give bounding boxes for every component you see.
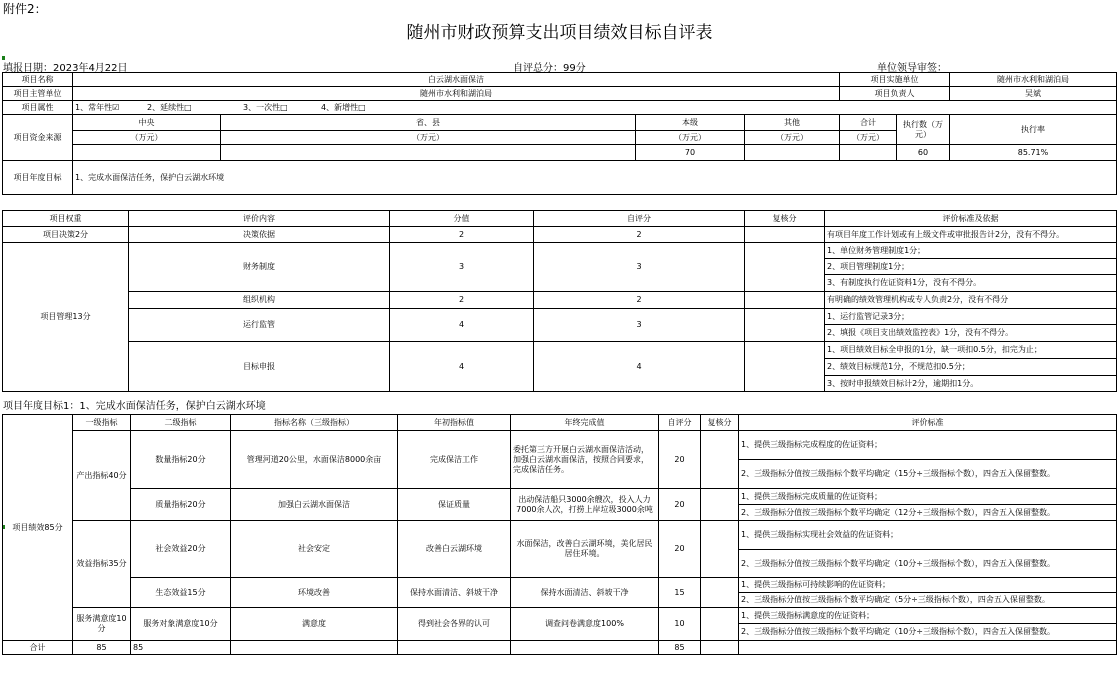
exec-value: 60 <box>897 145 950 161</box>
total-value <box>840 145 897 161</box>
qty-score: 20 <box>659 431 701 489</box>
central-header: 中央 <box>73 115 221 131</box>
fill-date: 填报日期：2023年4月22日 <box>3 63 128 74</box>
col-level3: 指标名称（三级指标） <box>231 415 398 431</box>
unit-label: （万元） <box>636 131 745 145</box>
total-score: 自评总分：99分 <box>513 63 586 74</box>
unit-label: （万元） <box>221 131 636 145</box>
service-label: 服务满意度10分 <box>73 608 131 641</box>
eco-name: 环境改善 <box>231 578 398 608</box>
output-label: 产出指标40分 <box>73 431 131 521</box>
attr-label: 项目属性 <box>3 101 73 115</box>
total-empty <box>398 641 511 655</box>
target-review <box>745 342 825 392</box>
qty-init: 完成保洁工作 <box>398 431 511 489</box>
qual-score: 20 <box>659 489 701 521</box>
col-level2: 二级指标 <box>131 415 231 431</box>
sat-init: 得到社会各界的认可 <box>398 608 511 641</box>
col-init: 年初指标值 <box>398 415 511 431</box>
finance-item: 财务制度 <box>129 243 390 292</box>
qual-label: 质量指标20分 <box>131 489 231 521</box>
qty-standard: 2、三级指标分值按三级指标个数平均确定（15分÷三级指标个数），四舍五入保留整数。 <box>739 460 1117 489</box>
target-score: 4 <box>390 342 534 392</box>
other-value <box>745 145 840 161</box>
local-header: 本级 <box>636 115 745 131</box>
col-standard: 评价标准及依据 <box>825 211 1117 227</box>
mgmt-label: 项目管理13分 <box>3 243 129 392</box>
eco-review <box>701 578 739 608</box>
eco-label: 生态效益15分 <box>131 578 231 608</box>
goal-label: 项目年度目标 <box>3 161 73 195</box>
qual-init: 保证质量 <box>398 489 511 521</box>
eco-standard: 1、提供三级指标可持续影响的佐证资料； <box>739 578 1117 593</box>
org-score: 2 <box>390 292 534 309</box>
eco-init: 保持水面清洁、斜坡干净 <box>398 578 511 608</box>
col-standard: 评价标准 <box>739 415 1117 431</box>
monitor-score: 4 <box>390 309 534 342</box>
col-content: 评价内容 <box>129 211 390 227</box>
total-empty <box>511 641 659 655</box>
page-title: 随州市财政预算支出项目绩效目标自评表 <box>406 23 713 43</box>
total-header: 合计 <box>840 115 897 131</box>
monitor-self: 3 <box>534 309 745 342</box>
leader-label: 项目负责人 <box>840 87 950 101</box>
target-item: 目标申报 <box>129 342 390 392</box>
monitor-standard: 1、运行监管记录3分； <box>825 309 1117 325</box>
org-self: 2 <box>534 292 745 309</box>
sat-name: 满意度 <box>231 608 398 641</box>
project-name: 白云湖水面保洁 <box>73 73 840 87</box>
finance-self: 3 <box>534 243 745 292</box>
exec-count-header: 执行数（万元） <box>897 115 950 145</box>
social-score: 20 <box>659 521 701 578</box>
finance-score: 3 <box>390 243 534 292</box>
local-value: 70 <box>636 145 745 161</box>
sat-final: 调查问卷满意度100% <box>511 608 659 641</box>
province-header: 省、县 <box>221 115 636 131</box>
unit-label: （万元） <box>73 131 221 145</box>
qual-review <box>701 489 739 521</box>
total-empty <box>739 641 1117 655</box>
social-standard: 2、三级指标分值按三级指标个数平均确定（10分÷三级指标个数），四舍五入保留整数。 <box>739 550 1117 578</box>
annex-label: 附件2： <box>3 2 47 16</box>
total-level2: 85 <box>131 641 231 655</box>
col-self: 自评分 <box>659 415 701 431</box>
col-review: 复核分 <box>701 415 739 431</box>
total-empty <box>231 641 398 655</box>
finance-standard: 1、单位财务管理制度1分； <box>825 243 1117 259</box>
unit-label: （万元） <box>745 131 840 145</box>
decision-item: 决策依据 <box>129 227 390 243</box>
dept: 随州市水利和湖泊局 <box>73 87 840 101</box>
social-final: 水面保洁，改善白云湖环境，美化居民居住环境。 <box>511 521 659 578</box>
info-table <box>2 72 1117 195</box>
org-review <box>745 292 825 309</box>
leader: 吴斌 <box>950 87 1117 101</box>
qty-review <box>701 431 739 489</box>
qual-standard: 2、三级指标分值按三级指标个数平均确定（12分÷三级指标个数），四舍五入保留整数。 <box>739 505 1117 521</box>
exec-rate-value: 85.71% <box>950 145 1117 161</box>
benefit-label: 效益指标35分 <box>73 521 131 608</box>
attr-option: 2、延续性□ <box>147 102 192 112</box>
monitor-item: 运行监管 <box>129 309 390 342</box>
social-review <box>701 521 739 578</box>
exec-rate-header: 执行率 <box>950 115 1117 145</box>
qual-name: 加强白云湖水面保洁 <box>231 489 398 521</box>
total-level1: 85 <box>73 641 131 655</box>
decision-standard: 有项目年度工作计划或有上级文件或审批报告计2分，没有不得分。 <box>825 227 1117 243</box>
fund-label: 项目资金来源 <box>3 115 73 161</box>
target-standard: 1、项目绩效目标全申报的1分，缺一项扣0.5分，扣完为止； <box>825 342 1117 359</box>
total-label: 合计 <box>3 641 73 655</box>
perf-table <box>2 414 1117 655</box>
monitor-standard: 2、填报《项目支出绩效监控表》1分，没有不得分。 <box>825 325 1117 342</box>
decision-review <box>745 227 825 243</box>
perf-label: 项目绩效85分 <box>3 415 73 641</box>
qty-name: 管理河道20公里，水面保洁8000余亩 <box>231 431 398 489</box>
unit-label: （万元） <box>840 131 897 145</box>
sat-standard: 1、提供三级指标满意度的佐证资料； <box>739 608 1117 624</box>
finance-review <box>745 243 825 292</box>
social-init: 改善白云湖环境 <box>398 521 511 578</box>
col-review: 复核分 <box>745 211 825 227</box>
impl-unit: 随州市水利和湖泊局 <box>950 73 1117 87</box>
attr-option: 4、新增性□ <box>321 102 366 112</box>
finance-standard: 2、项目管理制度1分； <box>825 259 1117 275</box>
goal: 1、完成水面保洁任务，保护白云湖水环境 <box>73 161 1117 195</box>
sat-review <box>701 608 739 641</box>
col-score: 分值 <box>390 211 534 227</box>
central-value <box>73 145 221 161</box>
attr-option: 3、一次性□ <box>243 102 288 112</box>
decision-score: 2 <box>390 227 534 243</box>
qty-final: 委托第三方开展白云湖水面保洁活动，加强白云湖水面保洁，按照合同要求，完成保洁任务。 <box>511 431 659 489</box>
eco-final: 保持水面清洁、斜坡干净 <box>511 578 659 608</box>
monitor-review <box>745 309 825 342</box>
project-attributes <box>73 101 1117 115</box>
eco-standard: 2、三级指标分值按三级指标个数平均确定（5分÷三级指标个数），四舍五入保留整数。 <box>739 593 1117 608</box>
decision-label: 项目决策2分 <box>3 227 129 243</box>
qual-final: 出动保洁船只3000余艘次，投入人力7000余人次，打捞上岸垃圾3000余吨 <box>511 489 659 521</box>
target-standard: 2、绩效目标规范1分，不规范扣0.5分； <box>825 359 1117 376</box>
col-level1: 一级指标 <box>73 415 131 431</box>
sat-score: 10 <box>659 608 701 641</box>
target-title: 项目年度目标1：1、完成水面保洁任务，保护白云湖水环境 <box>3 401 266 412</box>
social-name: 社会安定 <box>231 521 398 578</box>
impl-unit-label: 项目实施单位 <box>840 73 950 87</box>
qty-label: 数量指标20分 <box>131 431 231 489</box>
decision-self: 2 <box>534 227 745 243</box>
province-value <box>221 145 636 161</box>
org-standard: 有明确的绩效管理机构或专人负责2分，没有不得分 <box>825 292 1117 309</box>
finance-standard: 3、有制度执行佐证资料1分，没有不得分。 <box>825 275 1117 292</box>
sat-label: 服务对象满意度10分 <box>131 608 231 641</box>
dept-label: 项目主管单位 <box>3 87 73 101</box>
col-final: 年终完成值 <box>511 415 659 431</box>
col-self: 自评分 <box>534 211 745 227</box>
total-self: 85 <box>659 641 701 655</box>
sat-standard: 2、三级指标分值按三级指标个数平均确定（10分÷三级指标个数），四舍五入保留整数。 <box>739 624 1117 641</box>
target-standard: 3、按时申报绩效目标计2分，逾期扣1分。 <box>825 376 1117 392</box>
project-name-label: 项目名称 <box>3 73 73 87</box>
total-empty <box>701 641 739 655</box>
eco-score: 15 <box>659 578 701 608</box>
other-header: 其他 <box>745 115 840 131</box>
qual-standard: 1、提供三级指标完成质量的佐证资料； <box>739 489 1117 505</box>
social-standard: 1、提供三级指标实现社会效益的佐证资料； <box>739 521 1117 550</box>
target-self: 4 <box>534 342 745 392</box>
org-item: 组织机构 <box>129 292 390 309</box>
col-weight: 项目权重 <box>3 211 129 227</box>
social-label: 社会效益20分 <box>131 521 231 578</box>
qty-standard: 1、提供三级指标完成程度的佐证资料； <box>739 431 1117 460</box>
attr-option: 1、常年性☑ <box>75 102 120 112</box>
mgmt-table <box>2 210 1117 392</box>
leader-sign: 单位领导审签： <box>877 63 947 74</box>
